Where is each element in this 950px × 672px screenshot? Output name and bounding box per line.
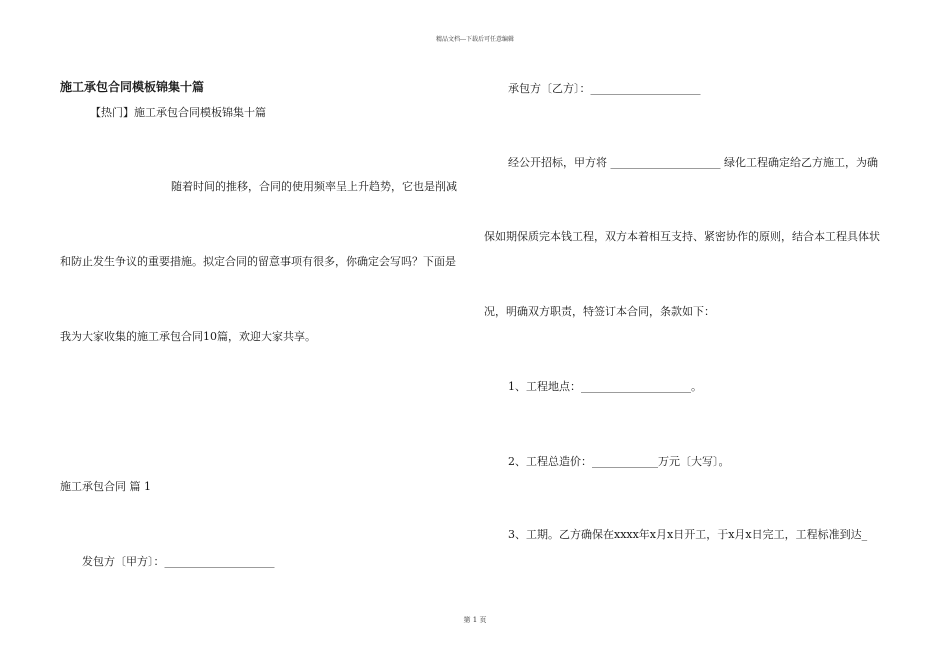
clause-3-schedule: 3、工期。乙方确保在xxxx年x月x日开工，于x月x日完工，工程标准到达_ [508,528,868,541]
section-heading: 施工承包合同 篇 1 [60,480,151,493]
page-header: 精品文档---下载后可任意编辑 [435,36,515,43]
document-title: 施工承包合同模板锦集十篇 [60,80,205,94]
intro-line-2: 和防止发生争议的重要措施。拟定合同的留意事项有很多，你确定会写吗？下面是 [60,255,456,268]
right-column [484,0,894,672]
clause-1-location: 1、工程地点：____________________。 [508,380,702,393]
left-column [60,0,470,672]
contract-paragraph-line-2: 保如期保质完本钱工程，双方本着相互支持、紧密协作的原则，结合本工程具体状 [484,230,880,243]
document-subtitle: 【热门】施工承包合同模板锦集十篇 [90,106,266,119]
party-a-field: 发包方〔甲方〕：____________________ [82,555,275,568]
intro-line-3: 我为大家收集的施工承包合同10篇，欢迎大家共享。 [60,330,316,343]
clause-2-cost: 2、工程总造价：____________万元〔大写〕。 [508,455,730,468]
party-b-field: 承包方〔乙方〕：____________________ [508,82,701,95]
contract-paragraph-line-3: 况，明确双方职责，特签订本合同，条款如下： [484,305,715,318]
contract-paragraph-line-1: 经公开招标，甲方将 ____________________ 绿化工程确定给乙方施工，为确 [508,156,878,169]
intro-line-1: 随着时间的推移，合同的使用频率呈上升趋势，它也是削减 [171,180,457,193]
page-number: 第 1 页 [463,616,487,624]
